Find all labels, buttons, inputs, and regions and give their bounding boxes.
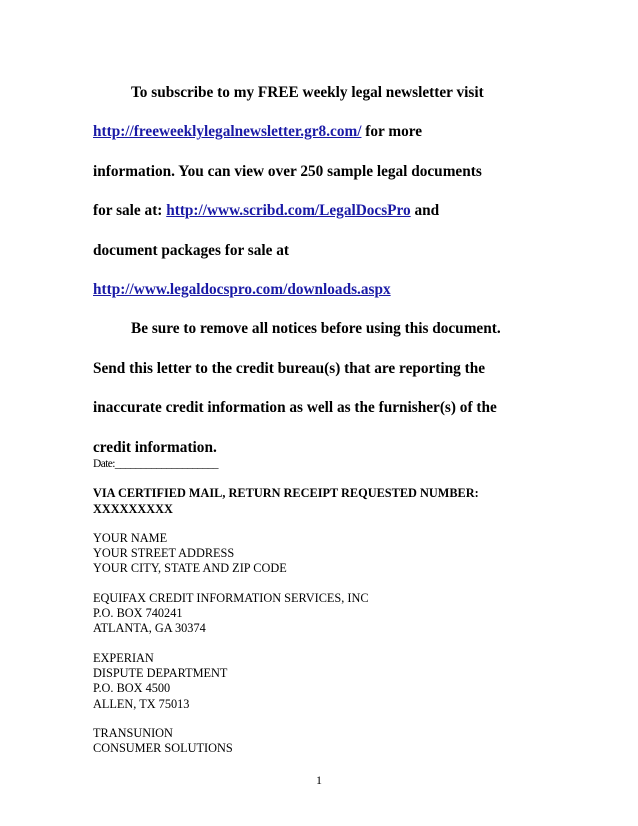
receipt-number: XXXXXXXXX <box>93 501 173 516</box>
sender-name: YOUR NAME <box>93 530 168 545</box>
notice-line-subscribe: To subscribe to my FREE weekly legal newsletter visit <box>131 84 484 101</box>
transunion-department: CONSUMER SOLUTIONS <box>93 741 233 756</box>
date-field: Date:____________________ <box>93 458 218 470</box>
spacer <box>93 712 479 726</box>
transunion-name: TRANSUNION <box>93 725 173 740</box>
notice-text-for-more: for more <box>361 123 423 141</box>
spacer <box>93 637 479 651</box>
equifax-address <box>93 591 479 637</box>
scribd-link[interactable]: http://www.scribd.com/LegalDocsPro <box>166 202 411 220</box>
notice-line-information: information. You can view over 250 sample legal documents <box>93 162 482 180</box>
letter-body <box>93 457 479 756</box>
sender-address <box>93 531 479 577</box>
equifax-po-box: P.O. BOX 740241 <box>93 606 183 621</box>
notice-text-and: and <box>410 202 440 220</box>
notice-text-for-sale: for sale at: <box>93 202 167 220</box>
notice-line-credit-info: credit information. <box>93 438 217 456</box>
notice-line-downloads <box>93 270 553 309</box>
experian-department: DISPUTE DEPARTMENT <box>93 665 228 680</box>
notice-line-remove: Be sure to remove all notices before using this document. <box>131 320 501 338</box>
experian-address <box>93 651 479 712</box>
transunion-address <box>93 726 479 757</box>
sender-street: YOUR STREET ADDRESS <box>93 546 235 561</box>
experian-city: ALLEN, TX 75013 <box>93 696 190 711</box>
equifax-city: ATLANTA, GA 30374 <box>93 621 206 636</box>
spacer <box>93 517 479 531</box>
spacer <box>93 472 479 486</box>
sender-city: YOUR CITY, STATE AND ZIP CODE <box>93 561 287 576</box>
experian-name: EXPERIAN <box>93 650 154 665</box>
notice-line-packages: document packages for sale at <box>93 241 290 259</box>
notice-line-inaccurate: inaccurate credit information as well as the furnisher(s) of the <box>93 399 497 417</box>
notice-line-sale <box>93 191 553 230</box>
via-certified-mail: VIA CERTIFIED MAIL, RETURN RECEIPT REQUESTED NUMBER: <box>93 486 479 501</box>
experian-po-box: P.O. BOX 4500 <box>93 681 171 696</box>
page-number: 1 <box>316 773 322 787</box>
spacer <box>93 577 479 591</box>
notice-line-send: Send this letter to the credit bureau(s) that are reporting the <box>93 359 486 377</box>
downloads-link[interactable]: http://www.legaldocspro.com/downloads.aspx <box>93 280 391 298</box>
notice-line-newsletter <box>93 112 553 151</box>
equifax-name: EQUIFAX CREDIT INFORMATION SERVICES, INC <box>93 590 369 605</box>
notice-block <box>93 73 553 467</box>
newsletter-link[interactable]: http://freeweeklylegalnewsletter.gr8.com/ <box>93 123 362 141</box>
